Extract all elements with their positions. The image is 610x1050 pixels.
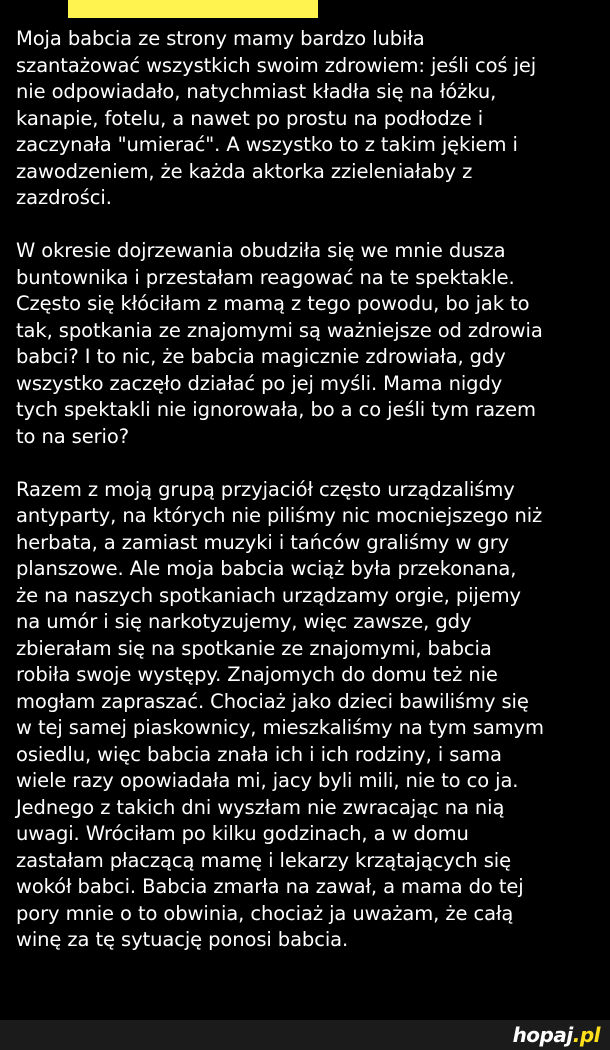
text-line: osiedlu, więc babcia znała ich i ich rodziny, i sama (16, 742, 502, 766)
text-line: planszowe. Ale moja babcia wciąż była przekonana, (16, 557, 517, 580)
text-line: tych spektakli nie ignorowała, bo a co jeśli tym razem (16, 398, 536, 421)
text-line: to na serio? (16, 424, 129, 448)
text-line: W okresie dojrzewania obudziła się we mnie dusza (16, 239, 506, 262)
text-line: Jednego z takich dni wyszłam nie zwracając na nią (16, 795, 505, 819)
text-line: tak, spotkania ze znajomymi są ważniejsze od zdrowia (16, 318, 543, 342)
text-line: nie odpowiadało, natychmiast kładła się na łóżku, (16, 80, 497, 103)
footer-bar (0, 1020, 610, 1050)
text-line: że na naszych spotkaniach urządzamy orgie, pijemy (16, 583, 521, 607)
text-line: winę za tę sytuację ponosi babcia. (16, 928, 349, 951)
top-accent-bar (68, 0, 318, 18)
text-line: zaczynała "umierać". A wszystko to z takim jękiem i (16, 133, 518, 156)
text-line: Razem z moją grupą przyjaciół często urządzaliśmy (16, 477, 515, 501)
text-line: pory mnie o to obwinia, chociaż ja uważam, że całą (16, 901, 514, 925)
text-line: zazdrości. (16, 186, 112, 209)
text-line: Moja babcia ze strony mamy bardzo lubiła (16, 27, 425, 50)
text-line: kanapie, fotelu, a nawet po prostu na podłodze i (16, 106, 484, 130)
text-line: zawodzeniem, że każda aktorka zzieleniałaby z (16, 159, 473, 183)
text-line: babci? I to nic, że babcia magicznie zdrowiała, gdy (16, 345, 506, 368)
story-text (16, 26, 604, 954)
text-line: mogłam zapraszać. Chociaż jako dzieci bawiliśmy się (16, 689, 529, 713)
text-line: wokół babci. Babcia zmarła na zawał, a mama do tej (16, 875, 524, 898)
text-line: w tej samej piaskownicy, mieszkaliśmy na tym samym (16, 716, 544, 739)
text-line: zastałam płaczącą mamę i lekarzy krzątających się (16, 848, 511, 872)
story-paragraph (16, 26, 604, 212)
text-line: zbierałam się na spotkanie ze znajomymi, babcia (16, 636, 492, 660)
text-line: herbata, a zamiast muzyki i tańców graliśmy w gry (16, 530, 510, 554)
text-line: wszystko zaczęło działać po jej myśli. Mama nigdy (16, 371, 503, 395)
text-line: buntownika i przestałam reagować na te spektakle. (16, 265, 515, 289)
brand-logo[interactable] (513, 1023, 600, 1047)
brand-tld: .pl (572, 1023, 600, 1047)
brand-name: hopaj (512, 1023, 573, 1047)
text-line: Często się kłóciłam z mamą z tego powodu, bo jak to (16, 292, 530, 315)
text-line: uwagi. Wróciłam po kilku godzinach, a w domu (16, 822, 469, 845)
text-line: robiła swoje występy. Znajomych do domu też nie (16, 663, 498, 686)
text-line: antyparty, na których nie piliśmy nic mocniejszego niż (16, 504, 543, 527)
text-line: na umór i się narkotyzujemy, więc zawsze, gdy (16, 610, 472, 633)
story-paragraph (16, 477, 604, 954)
story-paragraph (16, 238, 604, 450)
text-line: szantażować wszystkich swoim zdrowiem: jeśli coś jej (16, 53, 537, 77)
text-line: wiele razy opowiadała mi, jacy byli mili, nie to co ja. (16, 769, 519, 792)
